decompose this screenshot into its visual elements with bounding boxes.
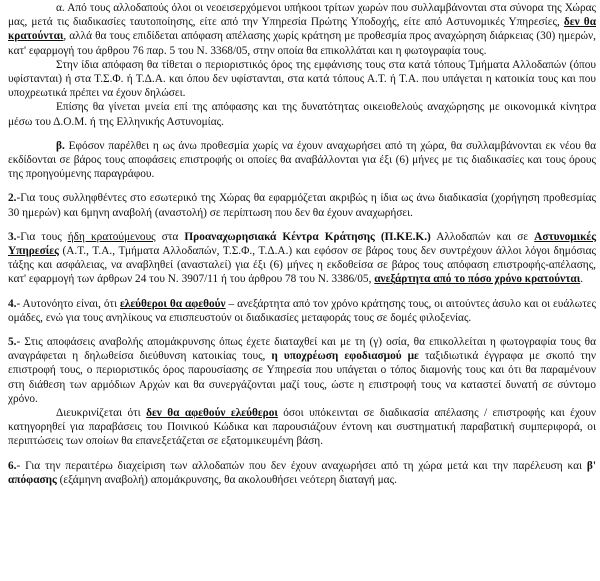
paragraph-b: β. Εφόσον παρέλθει η ως άνω προθεσμία χωρίς να έχουν αναχωρήσει από τη χώρα, θα συλλαμβάνονται εκ νέου θα εκδίδονται σε βάρος τους αποφάσεις επιστροφής οι οποίες θα αναβάλλονται για έξι (6) μήνες με τις διαδικασίες και τους όρους της προηγούμενης παραγράφου. [8,139,596,181]
paragraph-b-marker: β. [56,139,65,152]
paragraph-a-condition: Στην ίδια απόφαση θα τίθεται ο περιοριστικός όρος της εμφάνισης τους στα κατά τόπους Τμήματα Αλλοδαπών (όπου υφίστανται) ή στα Τ.Σ.Φ. ή Τ.Δ.Α. και όπου δεν υφίστανται, στα κατά τόπους Α.Τ. ή Τ.Α. που υπάγεται η κατοικία τους και που υποχρεωτικά πρέπει να έχουν δηλώσει. [8,58,596,100]
emphasis-detention-centers: Προαναχωρησιακά Κέντρα Κράτησης (Π.ΚΕ.Κ.) [184,230,431,243]
paragraph-3: 3.-Για τους ήδη κρατούμενους στα Προαναχωρησιακά Κέντρα Κράτησης (Π.ΚΕ.Κ.) Αλλοδαπών και σε Αστυνομικές Υπηρεσίες (Α.Τ., Τ.Α., Τμήματα Αλλοδαπών, Τ.Σ.Φ., Τ.Δ.Α.) και εφόσον σε βάρος τους δεν συντρέχουν άλλοι λόγοι δημόσιας τάξης και ασφάλειας, να αναβληθεί (ανασταλεί) για έξι (6) μήνες η εκδοθείσα σε βάρος τους απόφαση επιστροφής-απέλασης, κατ' εφαρμογή των άρθρων 24 του Ν. 3907/11 ή του άρθρου 78 του Ν. 3386/05, ανεξάρτητα από το πόσο χρόνο κρατούνται. [8,230,597,286]
paragraph-6: 6.- Για την περαιτέρω διαχείριση των αλλοδαπών που δεν έχουν αναχωρήσει από τη χώρα μετά και την παρέλευση και β' απόφασης (εξάμηνη αναβολή) απομάκρυνσης, θα ακολουθήσει νεότερη διαταγή μας. [8,459,596,486]
emphasis-not-released: δεν θα αφεθούν ελεύθεροι [146,407,278,420]
paragraph-a: α. Από τους αλλοδαπούς όλοι οι νεοεισερχόμενοι υπήκοοι τρίτων χωρών που συλλαμβάνονται στα σύνορα της Χώρας μας, μετά τις διαδικασίες ταυτοποίησης, είτε από την Υπηρεσία Πρώτης Υποδοχής, είτε από Αστυνομικές Υπηρεσίες, δεν θα κρατούνται, αλλά θα τους επιδίδεται απόφαση απέλασης χωρίς κράτηση με προθεσμία προς αναχώρηση διάρκειας (30) ημερών, κατ' εφαρμογή του άρθρου 76 παρ. 5 του Ν. 3368/05, στην οποία θα επικολλάται και η φωτογραφία τους. [8,2,597,57]
paragraph-3-marker: 3. [8,230,17,243]
emphasis-regardless-of-time: ανεξάρτητα από το πόσο χρόνο κρατούνται [374,273,581,286]
paragraph-4: 4.- Αυτονόητο είναι, ότι ελεύθεροι θα αφεθούν – ανεξάρτητα από τον χρόνο κράτησης τους, οι αιτούντες άσυλο και οι ευάλωτες ομάδες, ενώ για τους ανηλίκους να επισπευστούν οι διαδικασίες μεταφοράς τους σε δομές φιλοξενίας. [8,297,596,324]
paragraph-6-marker: 6. [8,459,17,472]
emphasis-not-detained: δεν θα κρατούνται [8,16,597,43]
paragraph-2-marker: 2. [8,192,17,205]
paragraph-a-marker: α. [56,2,65,14]
paragraph-5-marker: 5. [8,336,17,349]
paragraph-5: 5.- Στις αποφάσεις αναβολής απομάκρυνσης όπως έχετε διαταχθεί και με τη (γ) οσία, θα επικολλείται η φωτογραφία τους θα αναγράφεται η δηλωθείσα διεύθυνση κατοικίας τους, η υποχρέωση εφοδιασμού με ταξιδιωτικά έγγραφα με σκοπό την επιστροφή τους, ο περιοριστικός όρος παρουσίασης σε Υπηρεσία που υπάγεται ο τόπος διαμονής τους και ότι θα παραμένουν στη διάθεση των αρμόδιων Αρχών και θα συνεργάζονται μαζί τους, ώστε η επιστροφή τους να καταστεί δυνατή σε σύντομο χρόνο. [8,336,596,405]
paragraph-4-marker: 4. [8,297,17,310]
paragraph-a-voluntary-return: Επίσης θα γίνεται μνεία επί της απόφασης και της δυνατότητας οικειοθελούς αναχώρησης με οικονομικά κίνητρα μέσω του Δ.Ο.Μ. ή της Ελληνικής Αστυνομίας. [8,101,596,128]
emphasis-police-services: Αστυνομικές Υπηρεσίες [8,230,597,258]
emphasis-released-free: ελεύθεροι θα αφεθούν [119,297,226,310]
emphasis-already-detained: ήδη κρατούμενους [67,230,156,243]
emphasis-second-decision: β' απόφασης [8,459,596,486]
paragraph-5-clarification: Διευκρινίζεται ότι δεν θα αφεθούν ελεύθεροι όσοι υπόκεινται σε διαδικασία απέλασης / επιστροφής και έχουν κατηγορηθεί για παραβάσεις του Ποινικού Κώδικα και παρουσιάζουν έντονη και συστηματική παραβατική συμπεριφορά, οι περιπτώσεις των οποίων θα επανεξετάζεται σε εξατομικευμένη βάση. [8,407,596,448]
paragraph-2: 2.-Για τους συλληφθέντες στο εσωτερικό της Χώρας θα εφαρμόζεται ακριβώς η ίδια ως άνω διαδικασία (χορήγηση προθεσμίας 30 ημερών) και 6μηνη αναβολή (αναστολή) σε περίπτωση που δεν θα έχουν αναχωρήσει. [8,192,596,219]
emphasis-travel-documents: η υποχρέωση εφοδιασμού με [271,350,419,363]
